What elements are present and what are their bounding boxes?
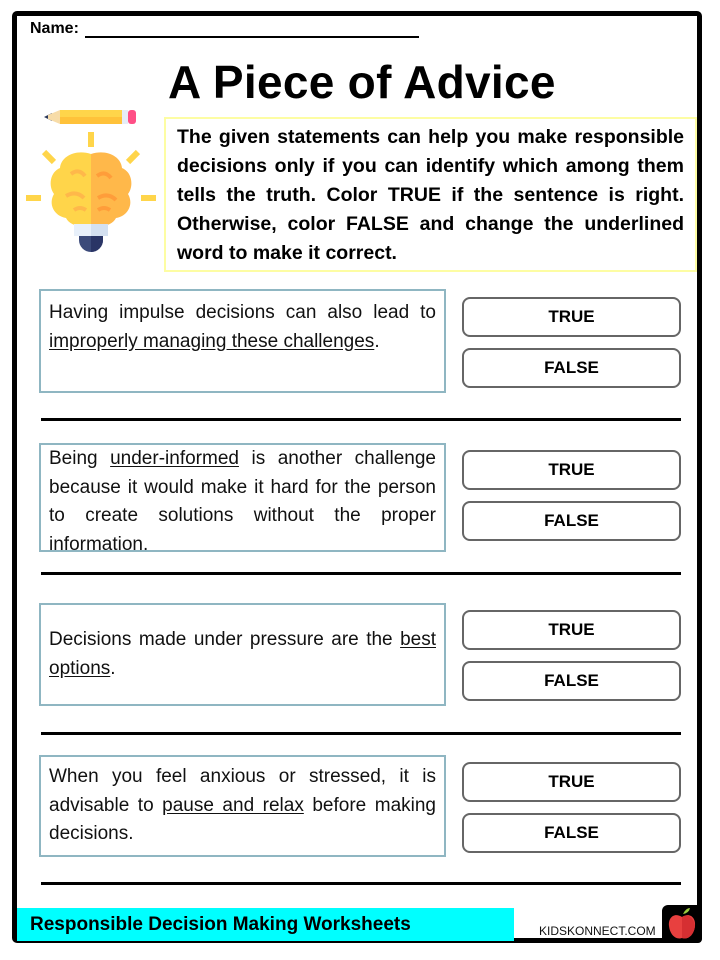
answer-line-2[interactable]	[41, 572, 681, 575]
apple-logo-tab	[662, 905, 702, 943]
statement-text: .	[110, 657, 116, 679]
false-button-2[interactable]: FALSE	[462, 501, 681, 541]
false-button-1[interactable]: FALSE	[462, 348, 681, 388]
underlined-phrase: best options	[49, 629, 436, 679]
statement-box-3	[39, 603, 446, 706]
statement-text: Having impulse decisions can also lead to	[49, 302, 436, 323]
false-button-4[interactable]: FALSE	[462, 813, 681, 853]
brain-lightbulb-pencil-icon	[26, 104, 156, 254]
statement-text: Decisions made under pressure are the	[49, 629, 401, 650]
answer-line-4[interactable]	[41, 882, 681, 885]
true-button-3[interactable]: TRUE	[462, 610, 681, 650]
true-button-1[interactable]: TRUE	[462, 297, 681, 337]
true-button-2[interactable]: TRUE	[462, 450, 681, 490]
statement-text: before making decisions.	[49, 794, 436, 844]
instructions-box: The given statements can help you make responsible decisions only if you can identify which among them tells the truth. Color TRUE if the sentence is right. Otherwise, color FALSE and change the underlined word to make it correct.	[164, 117, 697, 272]
statement-box-1	[39, 289, 446, 393]
underlined-phrase: pause and relax	[162, 794, 304, 816]
name-field-row	[30, 20, 419, 38]
answer-line-3[interactable]	[41, 732, 681, 735]
statement-box-4	[39, 755, 446, 857]
true-button-4[interactable]: TRUE	[462, 762, 681, 802]
answer-line-1[interactable]	[41, 418, 681, 421]
page-title: A Piece of Advice	[168, 56, 556, 108]
statement-text: Being	[49, 448, 111, 469]
name-label: Name:	[30, 20, 79, 37]
false-button-3[interactable]: FALSE	[462, 661, 681, 701]
name-input-line[interactable]	[85, 20, 419, 38]
statement-text: is another challenge because it would make it hard for the person to create solutions without the proper information.	[49, 448, 436, 555]
underlined-phrase: under-informed	[110, 448, 239, 469]
footer-site-link[interactable]: KIDSKONNECT.COM	[539, 924, 656, 938]
statement-box-2	[39, 443, 446, 555]
underlined-phrase: improperly managing these challenges	[49, 330, 375, 352]
statement-text: .	[374, 330, 380, 352]
statement-text: When you feel anxious or stressed, it is advisable to	[49, 766, 436, 816]
footer-title: Responsible Decision Making Worksheets	[30, 914, 411, 935]
apple-icon	[662, 905, 702, 943]
